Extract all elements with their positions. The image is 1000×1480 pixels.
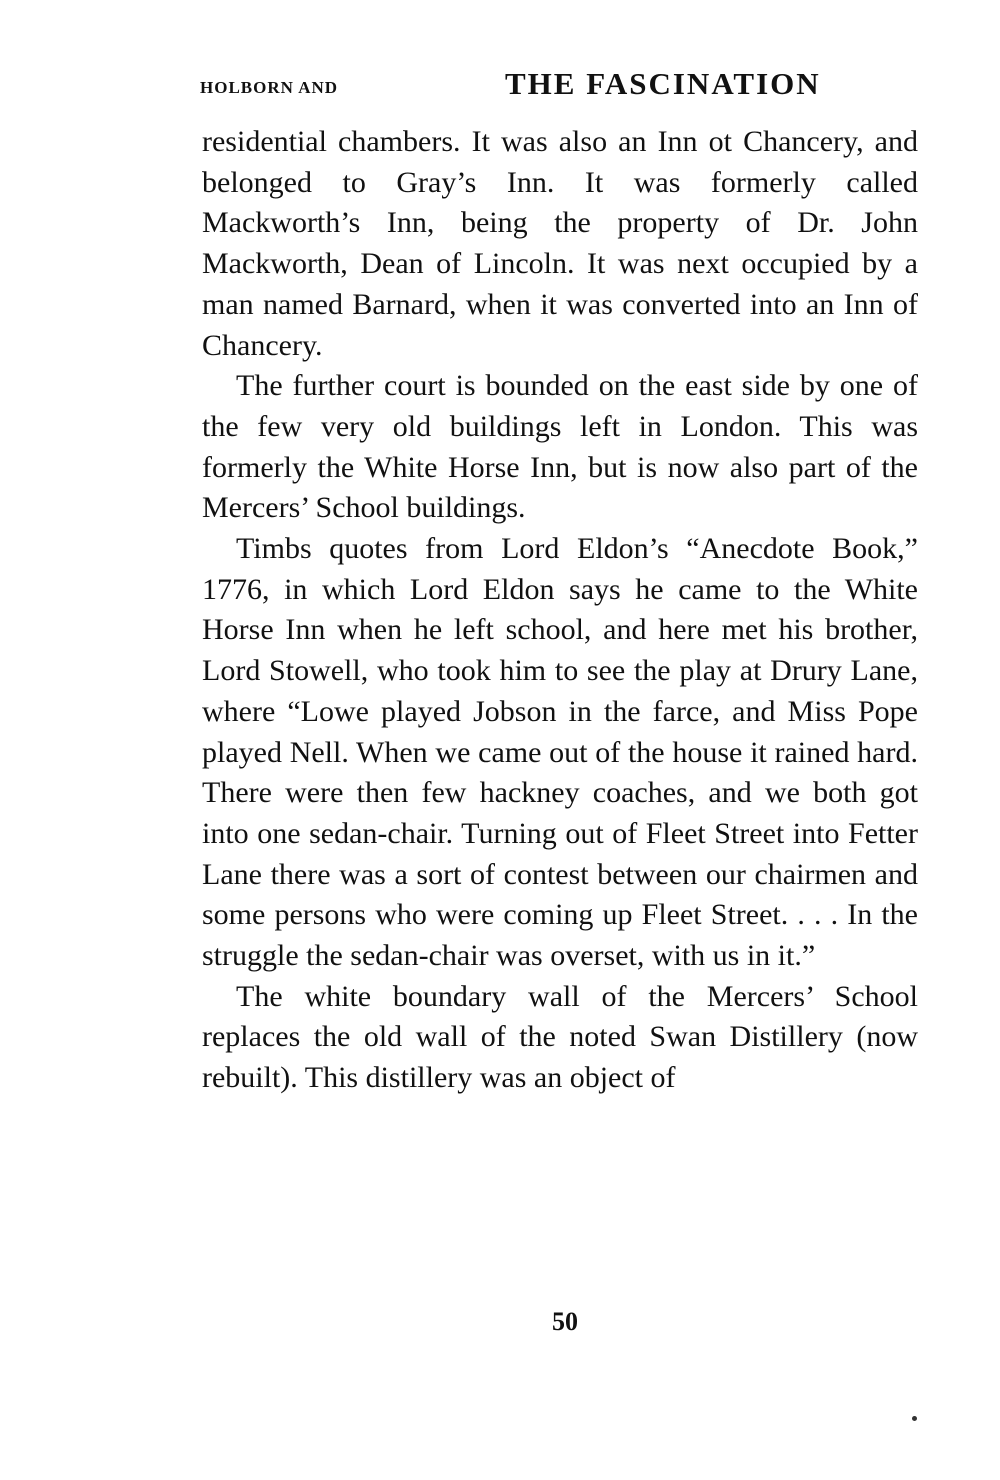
running-head-left: HOLBORN AND bbox=[200, 78, 339, 97]
paragraph-white-horse-inn: The further court is bounded on the east side by one of the few very old buildings left in London. This was formerly the White Horse Inn, but is now also part of the Mercers’ School buildings. bbox=[202, 369, 918, 525]
paragraph-swan-distillery: The white boundary wall of the Mercers’ School replaces the old wall of the noted Swan Distillery (now rebuilt). This distillery was an object of bbox=[202, 979, 918, 1095]
running-head-right: THE FASCINATION bbox=[505, 66, 821, 101]
body-text bbox=[202, 122, 918, 1099]
paragraph-barnards-inn: residential chambers. It was also an Inn ot Chancery, and belonged to Gray’s Inn. It was formerly called Mackworth’s Inn, being the property of Dr. John Mackworth, Dean of Lincoln. It was next occupied by a man named Barnard, when it was converted into an Inn of Chancery. bbox=[202, 125, 918, 362]
scan-speck bbox=[912, 1416, 917, 1421]
running-head bbox=[200, 66, 870, 106]
paragraph-lord-eldon-anecdote: Timbs quotes from Lord Eldon’s “Anecdote Book,” 1776, in which Lord Eldon says he came to the White Horse Inn when he left school, and here met his brother, Lord Stowell, who took him to see the play at Drury Lane, where “Lowe played Jobson in the farce, and Miss Pope played Nell. When we came out of the house it rained hard. There were then few hackney coaches, and we both got into one sedan-chair. Turning out of Fleet Street into Fetter Lane there was a sort of contest between our chairmen and some persons who were coming up Fleet Street. . . . In the struggle the sedan-chair was overset, with us in it.” bbox=[202, 532, 918, 973]
page-number: 50 bbox=[552, 1307, 578, 1336]
